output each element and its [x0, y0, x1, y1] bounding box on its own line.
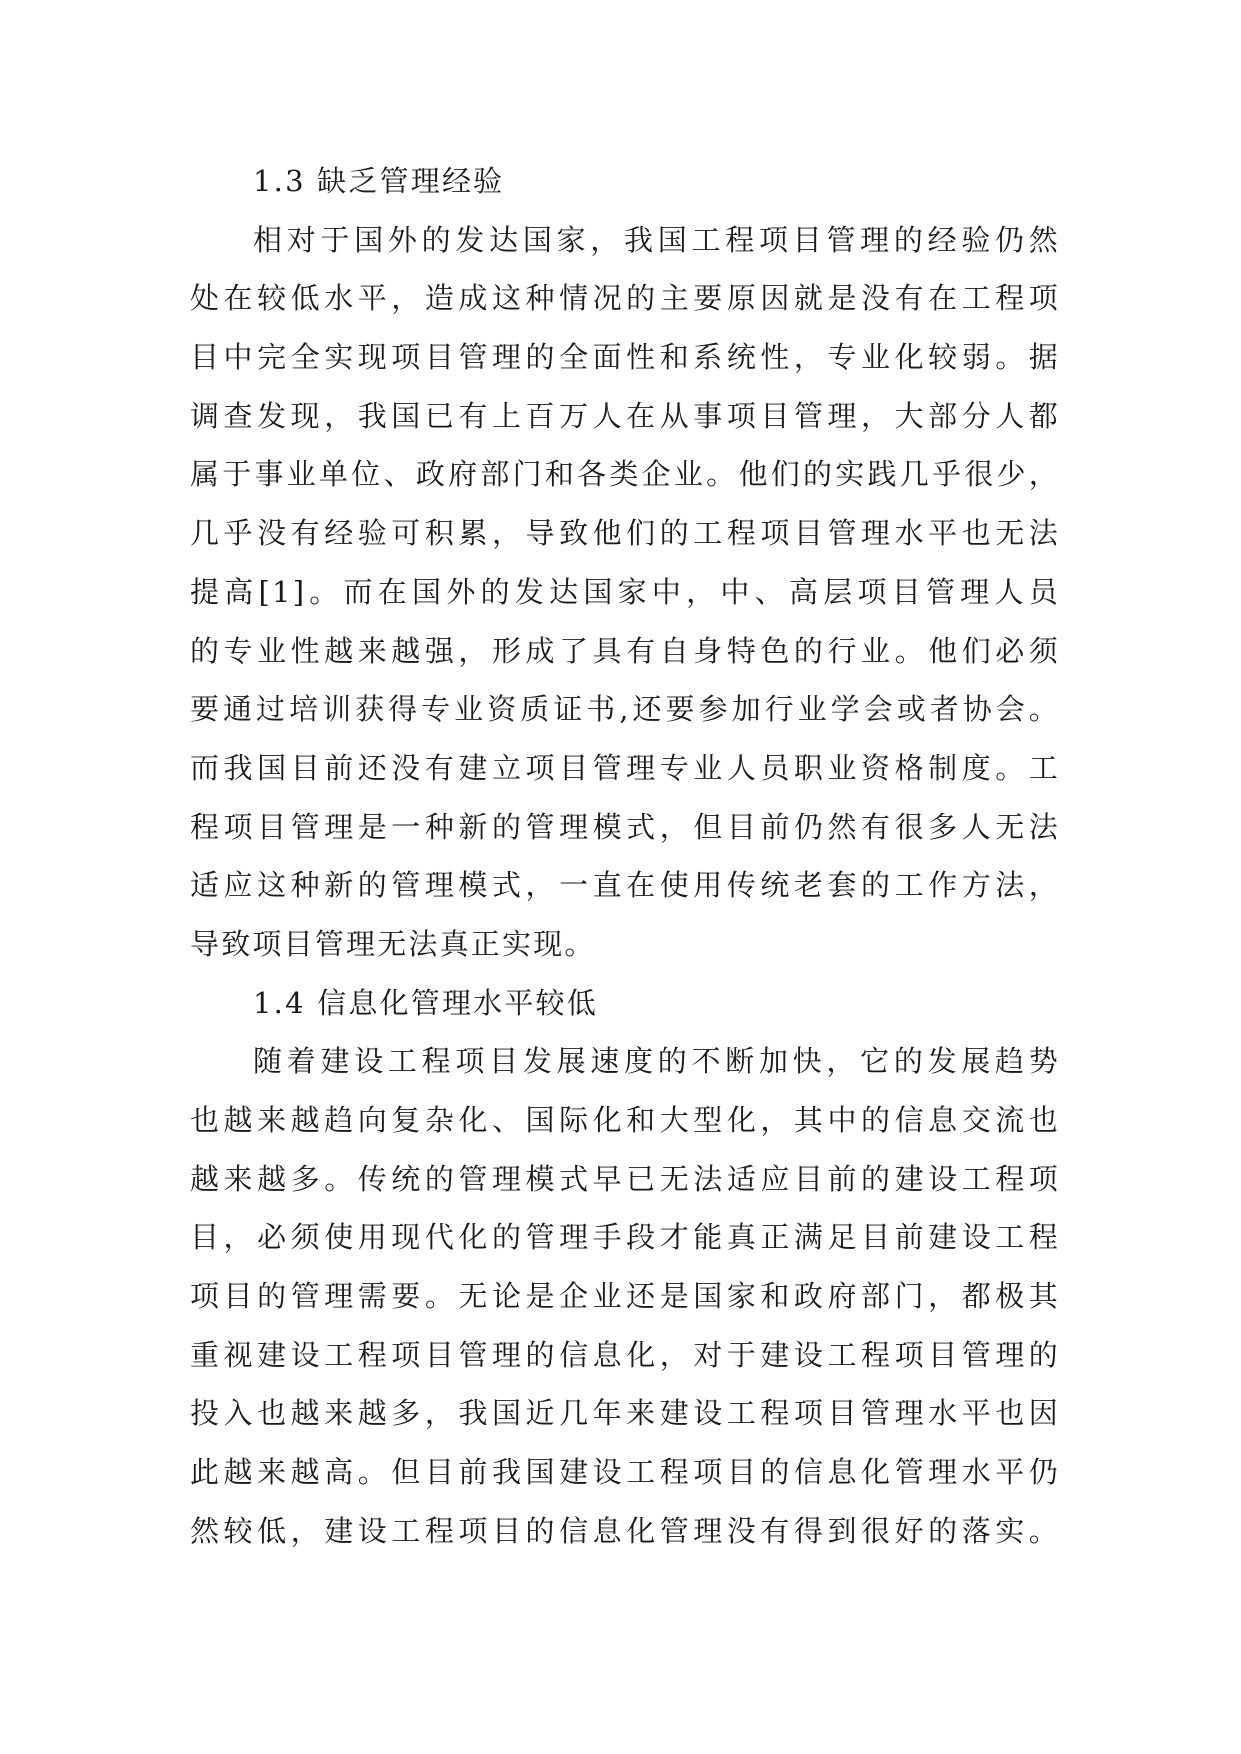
section-heading-1-4: 1.4 信息化管理水平较低	[253, 985, 598, 1020]
document-body	[190, 152, 1060, 1561]
paragraph-line: 适应这种新的管理模式，一直在使用传统老套的工作方法，	[190, 868, 1060, 903]
paragraph-line: 导致项目管理无法真正实现。	[190, 926, 596, 961]
paragraph-line: 也越来越趋向复杂化、国际化和大型化，其中的信息交流也	[190, 1103, 1060, 1137]
paragraph-line: 提高[1]。而在国外的发达国家中，中、高层项目管理人员	[190, 574, 1060, 609]
paragraph-line: 目，必须使用现代化的管理手段才能真正满足目前建设工程	[190, 1220, 1060, 1255]
paragraph-line: 而我国目前还没有建立项目管理专业人员职业资格制度。工	[190, 750, 1060, 785]
paragraph-line: 处在较低水平，造成这种情况的主要原因就是没有在工程项	[190, 281, 1060, 316]
paragraph-line: 目中完全实现项目管理的全面性和系统性，专业化较弱。据	[190, 340, 1060, 375]
paragraph-line: 相对于国外的发达国家，我国工程项目管理的经验仍然	[253, 222, 1060, 257]
paragraph-line: 项目的管理需要。无论是企业还是国家和政府部门，都极其	[190, 1279, 1060, 1314]
paragraph-line: 越来越多。传统的管理模式早已无法适应目前的建设工程项	[190, 1161, 1060, 1196]
paragraph-line: 随着建设工程项目发展速度的不断加快，它的发展趋势	[253, 1044, 1060, 1079]
paragraph-line: 调查发现，我国已有上百万人在从事项目管理，大部分人都	[190, 398, 1060, 433]
paragraph-line: 的专业性越来越强，形成了具有自身特色的行业。他们必须	[190, 633, 1060, 668]
paragraph-line: 几乎没有经验可积累，导致他们的工程项目管理水平也无法	[190, 516, 1060, 551]
paragraph-line: 然较低，建设工程项目的信息化管理没有得到很好的落实。	[190, 1513, 1060, 1548]
paragraph-line: 要通过培训获得专业资质证书,还要参加行业学会或者协会。	[190, 692, 1060, 727]
paragraph-line: 属于事业单位、政府部门和各类企业。他们的实践几乎很少，	[190, 457, 1060, 492]
paragraph-line: 程项目管理是一种新的管理模式，但目前仍然有很多人无法	[190, 809, 1060, 844]
section-heading-1-3: 1.3 缺乏管理经验	[253, 164, 505, 198]
paragraph-line: 重视建设工程项目管理的信息化，对于建设工程项目管理的	[190, 1337, 1060, 1372]
paragraph-line: 此越来越高。但目前我国建设工程项目的信息化管理水平仍	[190, 1455, 1060, 1490]
paragraph-line: 投入也越来越多，我国近几年来建设工程项目管理水平也因	[190, 1396, 1060, 1431]
